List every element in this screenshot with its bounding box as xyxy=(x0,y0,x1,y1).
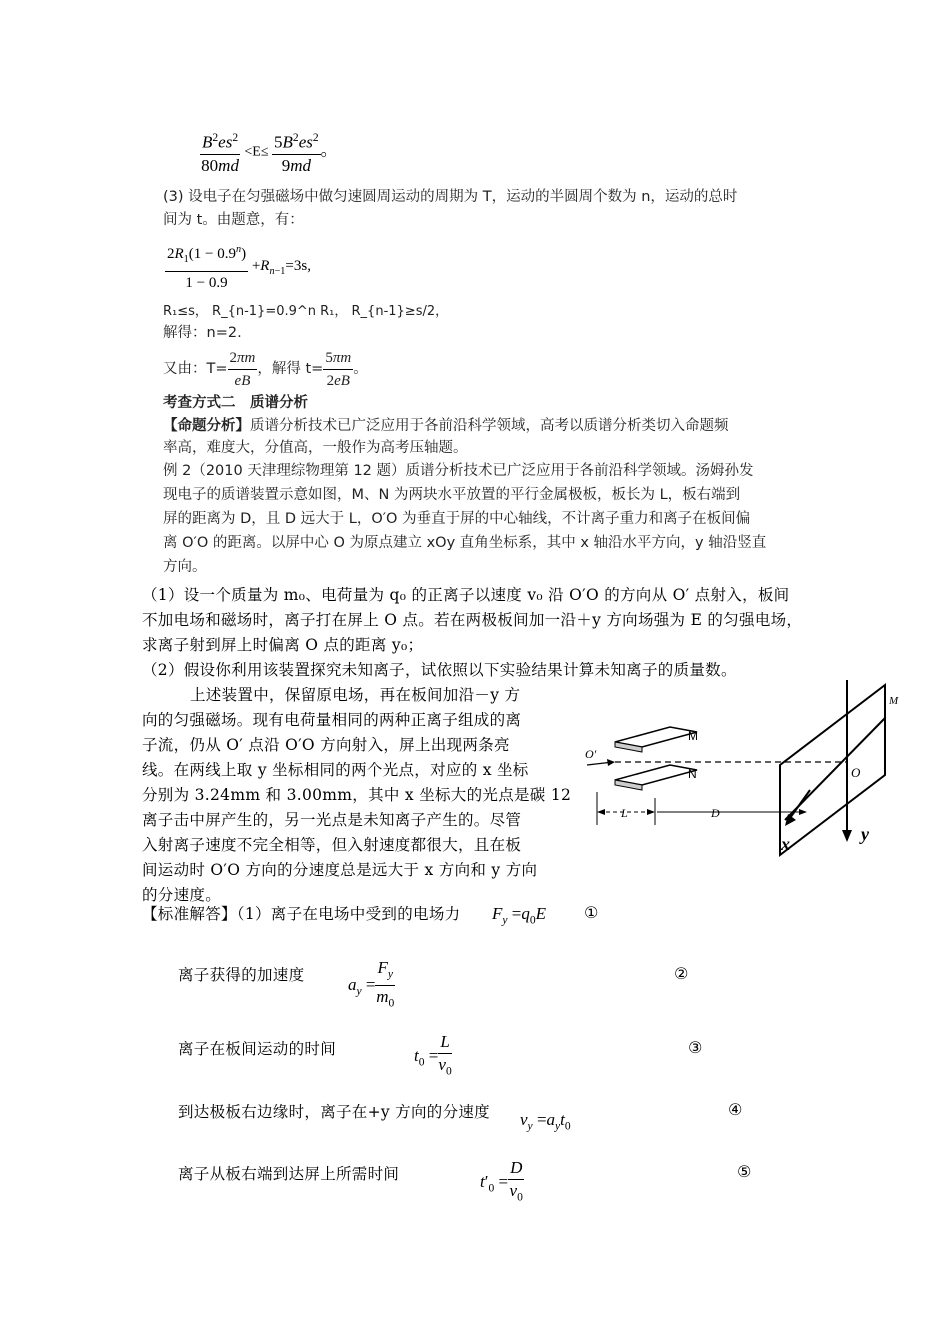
label-o: O xyxy=(851,765,861,780)
question-1-line-2: 不加电场和磁场时，离子打在屏上 O 点。若在两极板间加一沿＋y 方向场强为 E 的匀强电场， xyxy=(142,611,803,629)
scan-condition: R₁≤s， R_{n-1}=0.9^n R₁， R_{n-1}≥s/2， xyxy=(163,304,449,319)
equation-1: $F_y =q_0E$ xyxy=(492,904,547,927)
example-line-2: 现电子的质谱装置示意如图，M、N 为两块水平放置的平行金属极板，板长为 L，板右端到 xyxy=(163,487,741,503)
equation-2-text: 离子获得的加速度 xyxy=(178,966,305,984)
paragraph-line-2: 向的匀强磁场。现有电荷量相同的两种正离子组成的离 xyxy=(142,711,522,729)
paragraph-line-1: 上述装置中，保留原电场，再在板间加沿－y 方 xyxy=(190,686,521,704)
paragraph-line-8: 间运动时 O′O 方向的分速度总是远大于 x 方向和 y 方向 xyxy=(142,861,538,879)
paragraph-line-5: 分别为 3.24mm 和 3.00mm，其中 x 坐标大的光点是碳 12 xyxy=(142,786,572,804)
label-x: x xyxy=(781,834,790,854)
equation-5-text: 离子从板右端到达屏上所需时间 xyxy=(178,1165,400,1183)
equation-3: $t_0$ = $\frac{L}{v_0}$ xyxy=(414,1032,452,1078)
paragraph-line-4: 线。在两线上取 y 坐标相同的两个光点，对应的 x 坐标 xyxy=(142,761,529,779)
paragraph-line-3: 子流，仍从 O′ 点沿 O′O 方向射入，屏上出现两条亮 xyxy=(142,736,510,754)
example-line-3: 屏的距离为 D，且 D 远大于 L，O′O 为垂直于屏的中心轴线，不计离子重力和离子在板间偏 xyxy=(163,511,751,527)
label-d: D xyxy=(711,806,720,820)
scan-line-1: (3) 设电子在匀强磁场中做匀速圆周运动的周期为 T，运动的半圆周个数为 n，运动的总时 xyxy=(163,189,738,205)
equation-5: $t'_0$ = $\frac{D}{v_0}$ xyxy=(480,1158,523,1204)
paragraph-line-7: 入射离子速度不完全相等，但入射速度都很大，且在板 xyxy=(142,836,522,854)
scan-line-2: 间为 t。由题意，有： xyxy=(163,212,304,228)
marker-3: ③ xyxy=(688,1038,703,1057)
section-title: 考查方式二 质谱分析 xyxy=(163,395,308,411)
marker-5: ⑤ xyxy=(737,1162,752,1181)
scan-period-line: 又由：T= $\frac{2\pi m}{eB}$ ，解得 t= $\frac{5\pi m}{2eB}$ 。 xyxy=(163,350,368,389)
label-o-prime: O′ xyxy=(585,747,597,761)
example-line-1: 例 2（2010 天津理综物理第 12 题）质谱分析技术已广泛应用于各前沿科学领域。汤姆孙发 xyxy=(163,463,754,479)
question-1-line-1: （1）设一个质量为 m₀、电荷量为 q₀ 的正离子以速度 v₀ 沿 O′O 的方向从 O′ 点射入，板间 xyxy=(142,586,790,604)
answer-head: 【标准解答】（1）离子在电场中受到的电场力 xyxy=(142,905,461,923)
label-screen-m: M xyxy=(889,695,899,707)
paragraph-line-9: 的分速度。 xyxy=(142,886,222,904)
example-line-5: 方向。 xyxy=(163,559,207,575)
marker-4: ④ xyxy=(728,1100,743,1119)
analysis-text: 质谱分析技术已广泛应用于各前沿科学领域，高考以质谱分析类切入命题频 xyxy=(250,418,729,434)
question-2-line-1: （2）假设你利用该装置探究未知离子，试依照以下实验结果计算未知离子的质量数。 xyxy=(142,661,737,679)
paragraph-line-6: 离子击中屏产生的，另一光点是未知离子产生的。尽管 xyxy=(142,811,522,829)
scan-again: 又由：T= xyxy=(163,361,228,377)
label-m: M xyxy=(688,729,698,743)
equation-3-text: 离子在板间运动的时间 xyxy=(178,1040,337,1058)
scan-solve-n: 解得：n=2. xyxy=(163,325,242,341)
label-n: N xyxy=(688,767,697,781)
formula-e-range: $\frac{B^2es^2}{80md}$ <E≤ $\frac{5B^2es^2}{9md}$ 。 xyxy=(200,128,338,176)
formula-radius-sum: $\frac{2R_1(1 - 0.9^n)}{1 - 0.9}$ $+R_{n-1}=3s$, xyxy=(165,240,311,293)
analysis-line-2: 率高，难度大，分值高，一般作为高考压轴题。 xyxy=(163,440,468,456)
y-axis-arrowhead xyxy=(842,830,852,842)
equation-2: $a_y$ = $\frac{F_y}{m_0}$ xyxy=(348,958,395,1010)
equation-4: $v_y =a_yt_0$ xyxy=(520,1110,571,1133)
label-l: L xyxy=(621,806,628,820)
analysis-line-1 xyxy=(163,416,729,437)
marker-1: ① xyxy=(584,903,599,922)
analysis-tag: 【命题分析】 xyxy=(163,418,250,434)
apparatus-figure xyxy=(585,680,910,870)
equation-4-text: 到达极板右边缘时，离子在+y 方向的分速度 xyxy=(178,1103,490,1121)
scan-solve-t: ，解得 t= xyxy=(257,361,324,377)
label-y: y xyxy=(861,824,869,844)
marker-2: ② xyxy=(674,964,689,983)
example-line-4: 离 O′O 的距离。以屏中心 O 为原点建立 xOy 直角坐标系，其中 x 轴沿水平方向，y 轴沿竖直 xyxy=(163,535,767,551)
screen-plane xyxy=(780,685,885,855)
question-1-line-3: 求离子射到屏上时偏离 O 点的距离 y₀； xyxy=(142,636,424,654)
